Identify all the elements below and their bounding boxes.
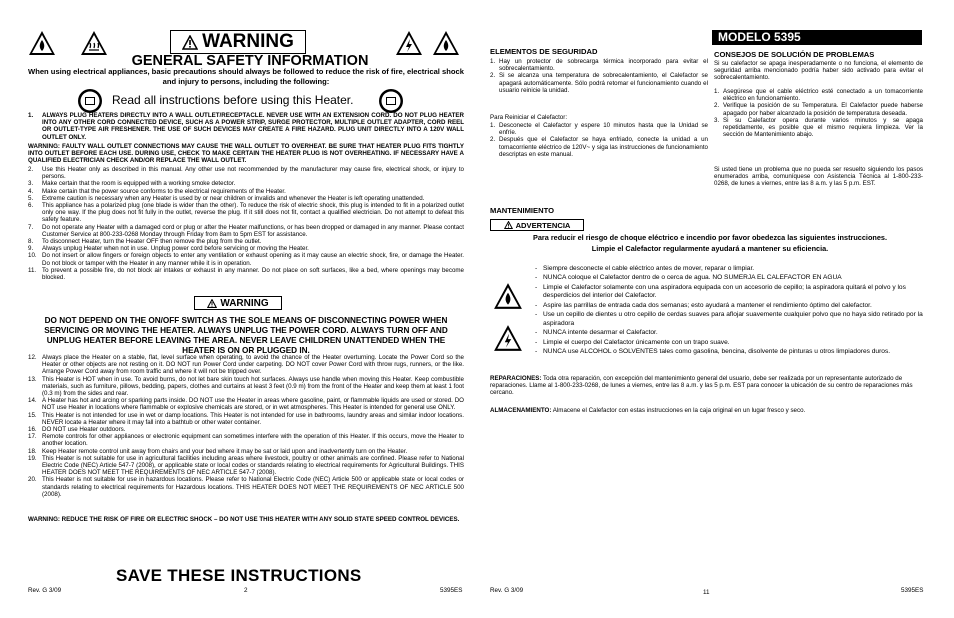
list-dash: - [535, 283, 538, 291]
list-number: 3. [714, 116, 720, 124]
list-text: NUNCA coloque el Calefactor dentro de o cerca de agua. NO SUMERJA EL CALEFACTOR EN AGUA [543, 274, 842, 282]
onoff-warning: DO NOT DEPEND ON THE ON/OFF SWITCH AS THE SOLE MEANS OF DISCONNECTING POWER WHEN SERVICING OR MOVING THE HEATER. ALWAYS UNPLUG THE POWER CORD. ALWAYS TURN OFF AND UNPLUG HEATER BEFORE LEAVING THE AREA. NEVER LEAVE CHILDREN UNATTENDED WHEN THE HEATER IS ON OR PLUGGED IN. [44, 316, 448, 355]
footer-page-number: 11 [703, 589, 710, 596]
save-instructions-title: SAVE THESE INSTRUCTIONS [116, 566, 362, 585]
list-text: Siempre desconecte el cable eléctrico antes de mover, reparar o limpiar. [543, 265, 755, 272]
list-text: Always place the Heater on a stable, flat, level surface when operating, to avoid the chance of the Heater overturning. Locate the Power Cord so the Heater or other objects are not resting on it. DO NOT run Power Cord under carpeting. DO NOT cover Power Cord with throw rugs, runners, or the like. Arrange Power Cord away from room traffic and where it will not be tripped over. [42, 354, 464, 376]
list-number: 6. [28, 202, 34, 210]
mant-list [535, 265, 925, 357]
list-number: 9. [28, 245, 34, 253]
list-item [28, 376, 464, 398]
almacenamiento: ALMACENAMIENTO: Almacene el Calefactor con estas instrucciones en la caja original en un lugar fresco y seco. [490, 407, 806, 414]
list-text: Desconecte el Calefactor y espere 10 minutos hasta que la Unidad se enfríe. [499, 122, 708, 137]
fire-hazard-icon [28, 30, 56, 56]
warning-banner-small [194, 296, 282, 310]
consejos-title: CONSEJOS DE SOLUCIÓN DE PROBLEMAS [714, 50, 875, 59]
list-dash: - [535, 301, 538, 309]
reparaciones: REPARACIONES: Toda otra reparación, con excepción del mantenimiento general del usuario, debe ser realizada por un representante autorizado de reparaciones. Llame al 1-800-233-0268, de lunes a viernes, entre las 8 a.m. y las 5 p.m. EST para conocer la ubicación de su centro de reparaciones más cercano. [490, 375, 913, 397]
warning-triangle-icon [504, 221, 513, 229]
electric-shock-icon [395, 30, 423, 56]
electric-shock-icon [493, 324, 523, 352]
list-item [535, 348, 925, 356]
safety-items-a [28, 166, 464, 281]
right-page [477, 0, 954, 618]
list-text: This Heater is not suitable for use in hazardous locations. Please refer to National Electric Code (NEC) Article 500 or applicable state or local codes or standards relating to electrical requirements for Hazardous locations. THIS HEATER DOES NOT MEET THE REQUIREMENTS OF NEC ARTICLE 500 (2008). [42, 476, 464, 498]
list-text: Always unplug Heater when not in use. Unplug power cord before servicing or moving the Heater. [42, 245, 309, 253]
list-text: Do not insert or allow fingers or foreign objects to enter any ventilation or exhaust opening as it may cause an electric shock, fire, or damage the Heater. Do not block or tamper with the Heater in any manner while it is in operation. [42, 252, 464, 267]
list-item [535, 284, 925, 301]
list-text: Asegúrese que el cable eléctrico esté conectado a un tomacorriente eléctrico en funcionamiento. [723, 88, 923, 103]
list-text: To prevent a possible fire, do not block air intakes or exhaust in any manner. Do not place on soft surfaces, like a bed, where openings may become blocked. [42, 266, 464, 282]
list-item [490, 122, 708, 136]
list-text: Si se alcanza una temperatura de sobrecalentamiento, el Calefactor se apagará automáticamente. Sólo podrá retomar el funcionamiento cuando el usuario reinicie la unidad. [499, 72, 708, 94]
footer-revision: Rev. G 3/09 [28, 587, 62, 594]
list-text: Limpie el cuerpo del Calefactor únicamente con un trapo suave. [543, 338, 730, 346]
list-dash: - [535, 347, 538, 355]
list-number: 2. [28, 166, 34, 173]
list-item [535, 274, 925, 282]
list-text: Si su Calefactor opera durante varios minutos y se apaga repetidamente, es posible que el mismo requiera limpieza. Ver la sección de Mantenimiento abajo. [723, 116, 923, 139]
list-item [28, 354, 464, 376]
warning-small-label: WARNING [220, 297, 269, 309]
list-number: 2. [490, 72, 496, 80]
model-header: MODELO 5395 [712, 30, 922, 45]
read-all-instructions: Read all instructions before using this Heater. [112, 93, 354, 107]
list-number: 1. [714, 88, 720, 95]
list-number: 8. [28, 238, 34, 246]
list-dash: - [535, 274, 538, 282]
safety-item-1: 1. ALWAYS PLUG HEATERS DIRECTLY INTO A WALL OUTLET/RECEPTACLE. NEVER USE WITH AN EXTENSION CORD. DO NOT PLUG HEATER INTO ANY OTHER CORD CONNECTED DEVICE, SUCH AS A POWER STRIP, SURGE PROTECTOR, MULTIPLE OUTLET ADAPTER, CORD REEL OR OUTLET-TYPE AIR FRESHENER. THE USE OF SUCH DEVICES MAY CREATE A FIRE HAZARD. PLUG UNIT DIRECTLY INTO A 120V WALL OUTLET ONLY. [28, 112, 464, 141]
final-warning: WARNING: REDUCE THE RISK OF FIRE OR ELECTRIC SHOCK – DO NOT USE THIS HEATER WITH ANY SOLID STATE SPEED CONTROL DEVICES. [28, 516, 460, 523]
list-item [490, 136, 708, 158]
mantenimiento-title: MANTENIMIENTO [490, 206, 554, 215]
list-text: To disconnect Heater, turn the Heater OFF then remove the plug from the outlet. [42, 238, 262, 246]
warning-triangle-icon [182, 35, 198, 50]
list-number: 14. [28, 397, 37, 405]
list-dash: - [535, 311, 538, 319]
list-number: 10. [28, 252, 37, 260]
general-safety-title: GENERAL SAFETY INFORMATION [131, 53, 369, 69]
list-item [28, 397, 464, 411]
list-text: Make certain that the room is equipped with a working smoke detector. [42, 180, 236, 188]
list-number: 7. [28, 223, 34, 231]
list-text: Limpie el Calefactor solamente con una aspiradora equipada con un accesorio de cepillo; la aspiradora quitará el polvo y los desperdicios del interior del Calefactor. [543, 283, 906, 300]
list-text: Use un cepillo de dientes u otro cepillo de cerdas suaves para aflojar suavemente cualquier polvo que no haya sido retirado por la aspiradora [543, 311, 923, 327]
footer-revision: Rev. G 3/09 [490, 587, 524, 594]
list-dash: - [535, 265, 538, 272]
fire-hazard-icon [432, 30, 460, 56]
mant-lead-2: Limpie el Calefactor regularmente ayudará a mantener su eficiencia. [591, 244, 829, 253]
warning-banner [170, 30, 306, 54]
consejos-list [714, 88, 923, 138]
list-text: DO NOT use Heater outdoors. [42, 426, 126, 434]
list-item [28, 188, 464, 195]
list-text: NUNCA intente desarmar el Calefactor. [543, 329, 658, 337]
list-number: 13. [28, 375, 37, 383]
list-text: Después que el Calefactor se haya enfriado, conecte la unidad a un tomacorriente eléctrico de 120V~ y siga las instrucciones de funcionamiento descriptas en este manual. [499, 136, 708, 158]
warning-label: WARNING [202, 31, 294, 52]
list-text: Make certain that the power source conforms to the electrical requirements of the Heater. [42, 187, 286, 195]
footer-code: 5395ES [440, 587, 463, 594]
list-number: 19. [28, 454, 37, 462]
list-dash: - [535, 329, 538, 337]
warning-paragraph: WARNING: FAULTY WALL OUTLET CONNECTIONS MAY CAUSE THE WALL OUTLET TO OVERHEAT. BE SURE THAT HEATER PLUG FITS TIGHTLY INTO OUTLET BEFORE EACH USE. DURING USE, CHECK TO MAKE CERTAIN THE HEATER PLUG IS NOT OVERHEATING. IF NECESSARY HAVE A QUALIFIED ELECTRICIAN CHECK AND/OR REPLACE THE WALL OUTLET. [28, 143, 464, 165]
list-number: 2. [714, 102, 720, 110]
list-item [28, 195, 464, 202]
list-number: 1. [490, 58, 496, 65]
list-number: 16. [28, 426, 37, 434]
footer-code: 5395ES [901, 587, 924, 594]
list-text: Verifique la posición de su Temperatura. El Calefactor puede haberse apagado por haber alcanzado la posición de temperatura deseada. [723, 102, 923, 117]
list-item [714, 102, 923, 116]
list-item [28, 202, 464, 224]
warning-triangle-icon [207, 299, 217, 308]
list-number: 2. [490, 136, 496, 144]
list-text: Aspire las parrillas de entrada cada dos semanas; esto ayudará a mantener el rendimiento óptimo del calefactor. [543, 301, 872, 309]
list-number: 3. [28, 180, 34, 188]
general-intro: When using electrical appliances, basic precautions should always be followed to reduce the risk of fire, electrical shock and injury to persons, including the following: [28, 67, 464, 86]
list-item [28, 245, 464, 252]
list-number: 20. [28, 476, 37, 484]
list-item [28, 180, 464, 187]
list-text: Remote controls for other appliances or electronic equipment can sometimes interfere with the operation of this Heater. If this occurs, move the Heater to another location. [42, 433, 464, 448]
list-number: 1. [490, 122, 496, 129]
list-item [535, 265, 925, 273]
list-text: This Heater is HOT when in use. To avoid burns, do not let bare skin touch hot surfaces. Always use handle when moving this Heater. Keep combustible materials, such as furniture, pillows, bedding, papers, clothes and curtains at least 3 feet (0.9 m) from the front of the Heater and keep them at least 1 foot (0.3 m) from the sides and rear. [42, 375, 464, 398]
list-item [714, 117, 923, 139]
list-text: This Heater is not suitable for use in agricultural facilities including areas where livestock, poultry or other animals are confined. Please refer to National Electric Code (NEC) Article 547-7 (2008), or applicable state or local codes or standards relating to electrical requirements for Agricultural Buildings. THIS HEATER DOES NOT MEET THE REQUIREMENTS OF NEC ARTICLE 547-7 (2008). [42, 454, 464, 477]
mant-lead-1: Para reducir el riesgo de choque eléctrico e incendio por favor obedezca las siguientes instrucciones. [532, 233, 887, 242]
read-manual-icon [378, 88, 404, 114]
list-item [28, 267, 464, 281]
list-number: 15. [28, 411, 37, 419]
list-text: Do not operate any Heater with a damaged cord or plug or after the Heater malfunctions, or has been dropped or damaged in any manner. Please contact Customer Service at 800-233-0268 Monday through Friday from 8am to 5pm EST for assistance. [42, 223, 464, 238]
footer-page-number: 2 [244, 587, 248, 594]
list-item [28, 455, 464, 477]
list-item [28, 426, 464, 433]
reiniciar-title: Para Reiniciar el Calefactor: [490, 114, 568, 121]
list-item [28, 476, 464, 498]
list-item [28, 252, 464, 266]
reiniciar-list [490, 122, 708, 158]
read-manual-icon [77, 88, 103, 114]
list-text: Hay un protector de sobrecarga térmica incorporado para evitar el sobrecalentamiento. [499, 58, 708, 73]
list-number: 5. [28, 194, 34, 202]
advertencia-banner: ADVERTENCIA [490, 219, 584, 231]
list-item [28, 238, 464, 245]
list-item [714, 88, 923, 102]
list-text: A Heater has hot and arcing or sparking parts inside. DO NOT use the Heater in areas where gasoline, paint, or flammable liquids are used or stored. DO NOT use Heater in locations where flammable or explosive chemicals are stored, or in wet atmospheres. This Heater is intended for general use ONLY. [42, 397, 464, 412]
list-number: 12. [28, 354, 37, 361]
list-item [535, 329, 925, 337]
hot-surface-icon [80, 30, 108, 56]
list-text: This appliance has a polarized plug (one blade is wider than the other). To reduce the risk of electric shock, this plug is intended to fit in a polarized outlet only one way. If the plug does not fit fully in the outlet, reverse the plug. If it still does not fit, contact a qualified electrician. Do not attempt to defeat this safety feature. [42, 202, 464, 224]
list-item [28, 433, 464, 447]
list-text: This Heater is not intended for use in wet or damp locations. This Heater is not intended for use in bathrooms, laundry areas and similar indoor locations. NEVER locate a Heater where it may fall into a bathtub or other water container. [42, 411, 464, 426]
fire-hazard-icon [493, 282, 523, 310]
list-item [535, 311, 925, 328]
list-text: Keep Heater remote control unit away from chairs and your bed where it may be sat or laid upon and inadvertently turn on the Heater. [42, 447, 408, 455]
list-item [490, 72, 708, 94]
elementos-list [490, 58, 708, 94]
list-dash: - [535, 338, 538, 346]
list-number: 4. [28, 187, 34, 195]
list-item [490, 58, 708, 72]
list-text: Use this Heater only as described in this manual. Any other use not recommended by the manufacturer may cause fire, electrical shock, or injury to persons. [42, 166, 464, 181]
safety-items-b [28, 354, 464, 498]
list-text: NUNCA use ALCOHOL o SOLVENTES tales como gasolina, bencina, disolvente de pinturas u otros limpiadores duros. [543, 347, 891, 355]
list-item [28, 412, 464, 426]
list-item [28, 224, 464, 238]
elementos-title: ELEMENTOS DE SEGURIDAD [490, 47, 598, 56]
list-item [535, 302, 925, 310]
list-number: 18. [28, 447, 37, 455]
list-item [28, 448, 464, 455]
consejos-intro: Si su calefactor se apaga inesperadamente o no funciona, el elemento de seguridad arriba mencionado podría haber sido activado para evitar el sobrecalentamiento. [714, 60, 923, 82]
list-number: 11. [28, 266, 37, 274]
list-item [28, 166, 464, 180]
list-item [535, 339, 925, 347]
list-text: Extreme caution is necessary when any Heater is used by or near children or invalids and whenever the Heater is left operating unattended. [42, 194, 425, 202]
consejos-outro: Si usted tiene un problema que no pueda ser resuelto siguiendo los pasos enumerados arriba, comuníquese con Asistencia Técnica al 1-800-233-0268, de lunes a viernes, entre las 8 a.m. y las 5 p.m. EST. [714, 166, 923, 188]
list-number: 17. [28, 433, 37, 441]
